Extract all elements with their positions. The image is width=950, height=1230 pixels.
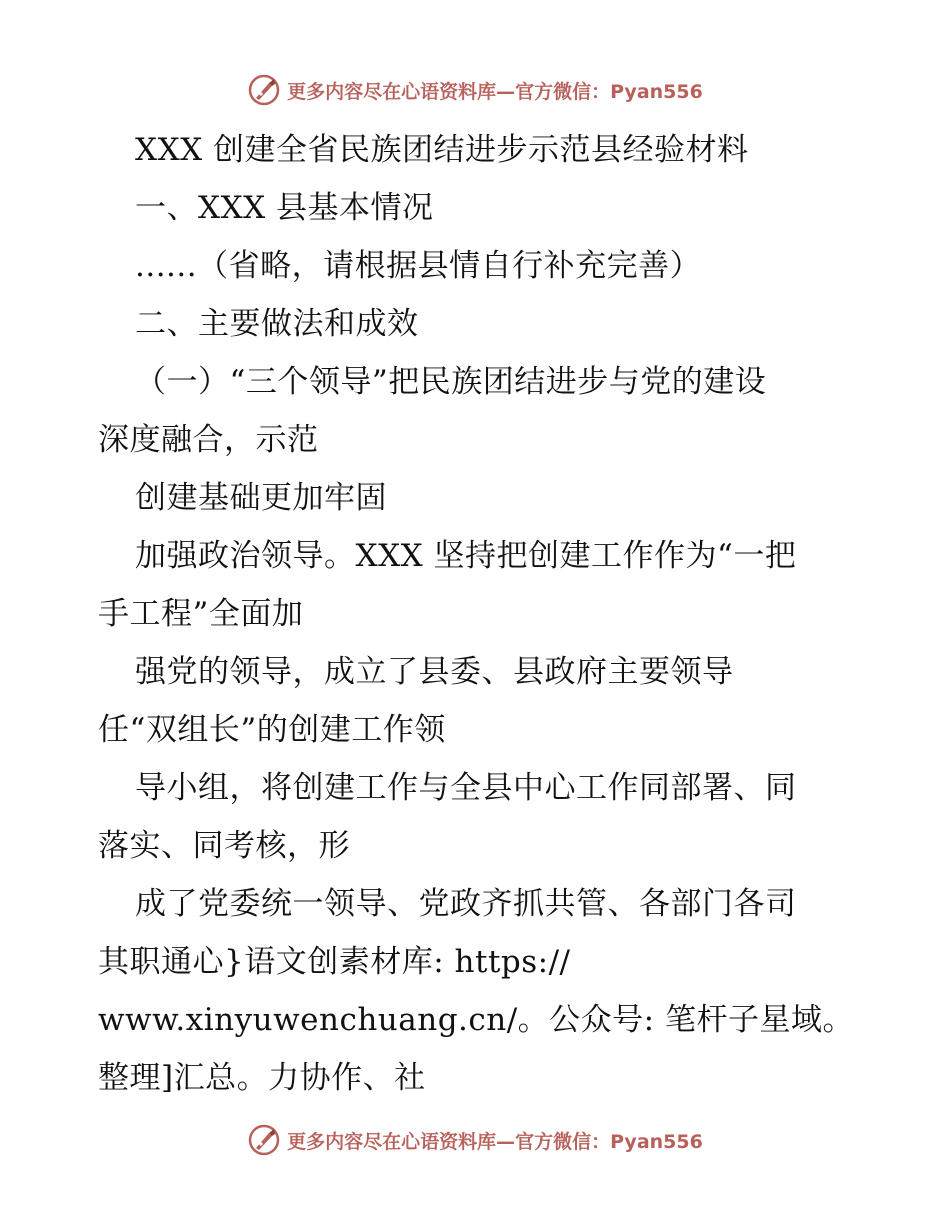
header-watermark-text: 更多内容尽在心语资料库—官方微信：Pyan556: [287, 80, 703, 103]
document-title: XXX 创建全省民族团结进步示范县经验材料: [135, 132, 749, 168]
paragraph-line: ......（省略，请根据县情自行补充完善）: [135, 248, 702, 284]
paragraph-line: 落实、同考核，形: [98, 828, 350, 864]
footer-watermark-text: 更多内容尽在心语资料库—官方微信：Pyan556: [287, 1130, 703, 1153]
paragraph-line: 其职通心}语文创素材库: https://: [98, 944, 571, 980]
subsection-heading-line: 深度融合，示范: [98, 422, 319, 458]
paragraph-line: 整理]汇总。力协作、社: [98, 1060, 426, 1096]
paragraph-line: 导小组，将创建工作与全县中心工作同部署、同: [135, 770, 797, 806]
footer-watermark-banner: [0, 1120, 950, 1160]
section-heading-2: 二、主要做法和成效: [135, 306, 419, 342]
paragraph-line: 成了党委统一领导、党政齐抓共管、各部门各司: [135, 886, 797, 922]
header-watermark-banner: [0, 70, 950, 110]
section-heading-1: 一、XXX 县基本情况: [135, 190, 434, 226]
paragraph-line: 加强政治领导。XXX 坚持把创建工作作为“一把: [135, 538, 797, 574]
paragraph-line: 任“双组长”的创建工作领: [98, 712, 446, 748]
pen-nib-logo-icon: [247, 1123, 281, 1157]
subsection-heading-line: （一）“三个领导”把民族团结进步与党的建设: [135, 364, 767, 400]
paragraph-line: 创建基础更加牢固: [135, 480, 387, 516]
paragraph-line: 手工程”全面加: [98, 596, 304, 632]
paragraph-line: 强党的领导，成立了县委、县政府主要领导: [135, 654, 734, 690]
paragraph-line: www.xinyuwenchuang.cn/。公众号: 笔杆子星域。: [98, 1002, 854, 1038]
pen-nib-logo-icon: [247, 73, 281, 107]
